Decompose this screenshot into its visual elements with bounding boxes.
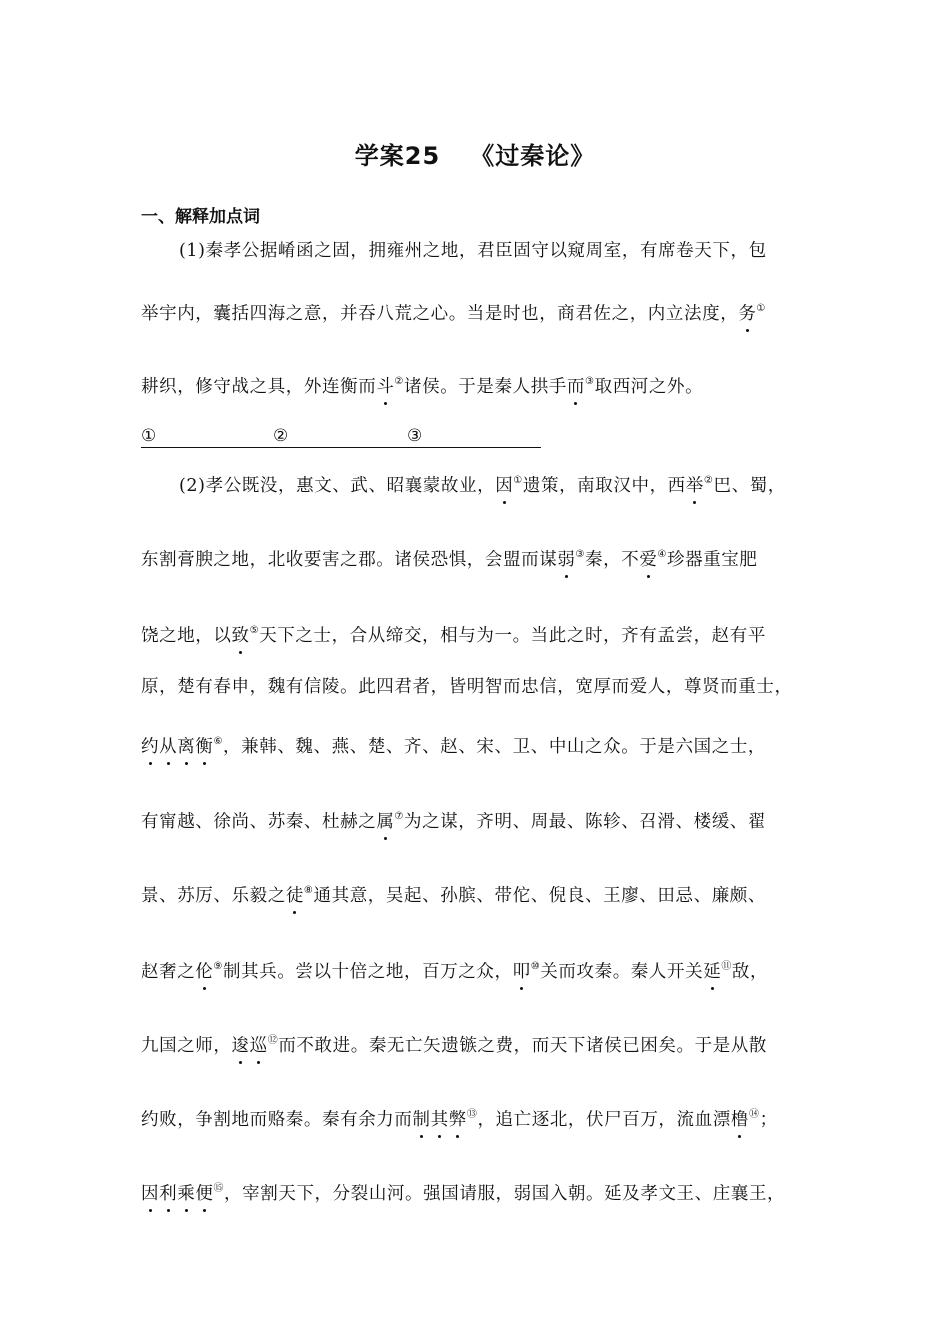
footnote-marker: ③ [585,376,595,387]
footnote-marker: ⑬ [466,1109,478,1120]
footnote-marker: ⑪ [721,961,732,972]
text-run: 为之谋，齐明、周最、陈轸、召滑、楼缓、翟 [404,812,766,832]
text-run: ，宰割天下，分裂山河。强国请服，弱国入朝。延及孝文王、庄襄王， [224,1184,786,1204]
text-line [141,1106,821,1131]
dotted-word: 其 [431,1106,449,1131]
section-heading: 一、解释加点词 [141,207,260,227]
footnote-marker: ③ [575,549,585,560]
page-title [0,136,950,171]
dotted-word: 衡 [195,733,213,758]
text-run: 敌， [731,962,769,982]
text-line [141,622,821,647]
footnote-marker: ⑭ [748,1109,760,1120]
text-run: ，追亡逐北，伏尸百万，流血漂 [477,1110,731,1130]
dotted-word: 伦 [195,958,213,983]
text-run: 制其兵。尝以十倍之地，百万之众， [223,962,513,982]
text-run: 饶之地，以 [141,626,232,646]
text-run: 取西河之外。 [594,377,704,397]
text-run: ，兼韩、魏、燕、楚、齐、赵、宋、卫、中山之众。于是六国之士， [223,737,767,757]
title-work: 《过秦论》 [470,142,596,170]
answer-blank-2[interactable]: ② [273,426,407,448]
text-run: 诸侯。于是秦人拱手 [404,377,567,397]
text-line [141,472,859,497]
dotted-word: 属 [376,808,394,833]
text-line [141,808,821,833]
footnote-marker: ⑧ [303,885,314,896]
text-line [141,546,821,571]
text-run: 原，楚有春申，魏有信陵。此四君者，皆明智而忠信，宽厚而爱人，尊贤而重士， [141,677,793,697]
dotted-word: 叩 [513,958,531,983]
text-line [141,1032,821,1057]
dotted-word: 弊 [449,1106,467,1131]
text-run: 耕织，修守战之具，外连衡而 [141,377,377,397]
text-run: 约败，争割地而赂秦。秦有余力而 [141,1110,413,1130]
text-run: (2)孝公既没，惠文、武、昭襄蒙故业， [179,476,496,496]
dotted-word: 致 [232,622,250,647]
text-line [141,1180,821,1205]
dotted-word: 务 [738,300,756,325]
dotted-word: 约 [141,733,159,758]
footnote-marker: ④ [657,549,667,560]
text-run: 遗策，南取汉中，西 [522,476,686,496]
text-run: 举宇内，囊括四海之意，并吞八荒之心。当是时也，商君佐之，内立法度， [141,304,739,324]
footnote-marker: ⑥ [213,736,224,747]
text-line [141,300,821,325]
dotted-word: 因 [141,1180,159,1205]
dotted-word: 举 [686,472,704,497]
dotted-word: 爱 [639,546,657,571]
footnote-marker: ⑫ [267,1035,279,1046]
text-run: 有甯越、徐尚、苏秦、杜赫之 [141,812,377,832]
text-line [141,673,821,698]
dotted-word: 制 [413,1106,431,1131]
text-line [141,882,821,907]
answer-blank-1[interactable]: ① [141,426,273,448]
text-line [141,237,859,262]
dotted-word: 因 [495,472,513,497]
answer-blank-3[interactable]: ③ [407,426,541,448]
text-run: 赵奢之 [141,962,196,982]
text-line [141,733,821,758]
footnote-marker: ② [703,475,714,486]
text-run: ； [759,1110,778,1130]
footnote-marker: ⑩ [530,961,541,972]
text-line [141,373,821,398]
dotted-word: 巡 [250,1032,268,1057]
dotted-word: 徒 [286,882,304,907]
text-run: 巴、蜀， [713,476,786,496]
dotted-word: 逡 [232,1032,250,1057]
text-line [141,958,821,983]
text-run: 珍器重宝肥 [667,550,758,570]
footnote-marker: ① [513,475,523,486]
dotted-word: 延 [703,958,721,983]
footnote-marker: ⑨ [213,961,223,972]
answer-blanks[interactable] [141,426,541,448]
dotted-word: 弱 [557,546,575,571]
dotted-word: 而 [567,373,585,398]
text-run: 通其意，吴起、孙膑、带佗、倪良、王廖、田忌、廉颇、 [313,886,766,906]
text-run: 秦，不 [585,550,640,570]
dotted-word: 橹 [731,1106,749,1131]
dotted-word: 利 [159,1180,177,1205]
footnote-marker: ② [394,376,404,387]
dotted-word: 从 [159,733,177,758]
dotted-word: 乘 [177,1180,195,1205]
text-run: 景、苏厉、乐毅之 [141,886,286,906]
text-run: 东割膏腴之地，北收要害之郡。诸侯恐惧，会盟而谋 [141,550,558,570]
footnote-marker: ⑤ [249,625,260,636]
text-run: 关而攻秦。秦人开关 [540,962,704,982]
footnote-marker: ⑦ [394,811,404,822]
dotted-word: 离 [177,733,195,758]
text-run: (1)秦孝公据崤函之固，拥雍州之地，君臣固守以窥周室，有席卷天下，包 [179,241,767,261]
title-label: 学案25 [354,142,441,170]
footnote-marker: ⑮ [213,1183,225,1194]
text-run: 天下之士，合从缔交，相与为一。当此之时，齐有孟尝，赵有平 [259,626,766,646]
dotted-word: 便 [195,1180,213,1205]
text-run: 而不敢进。秦无亡矢遗镞之费，而天下诸侯已困矣。于是从散 [278,1036,768,1056]
footnote-marker: ① [756,303,766,314]
dotted-word: 斗 [376,373,394,398]
text-run: 九国之师， [141,1036,232,1056]
